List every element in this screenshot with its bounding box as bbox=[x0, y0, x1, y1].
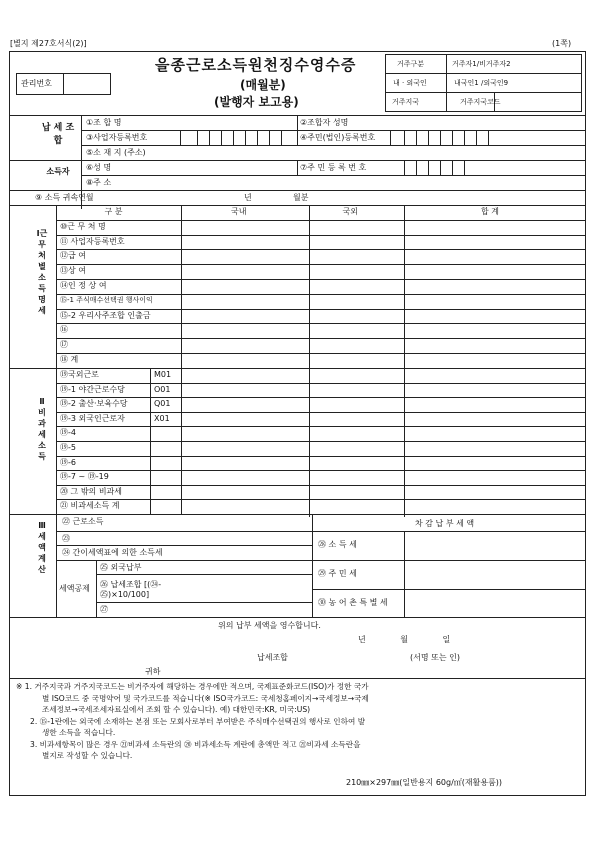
section1-col-header: 국외 bbox=[342, 207, 358, 216]
section2-row-label: ⑲-3 외국인근로자 bbox=[60, 413, 125, 423]
section1-col-header: 합 계 bbox=[481, 207, 499, 216]
note-line: 조세정보→국세조세자료실에서 조회 할 수 있습니다). 예) 대한민국:KR, 미국:US) bbox=[42, 705, 311, 714]
income-period-label: ⑨ 소득 귀속연월 bbox=[35, 193, 94, 202]
section2-row-label: ⑲-2 출산·보육수당 bbox=[60, 399, 128, 409]
management-number-label: 관리번호 bbox=[21, 79, 52, 88]
section1-row-label: ⑩근 무 처 명 bbox=[60, 221, 106, 231]
credit-row-2: ㉖ 납세조합 [(㉔-㉕)×10/100] bbox=[100, 580, 162, 599]
note-line: ※ 1. 거주지국과 거주지국코드는 비거주자에 해당하는 경우에만 적으며, 국제표준화코드(ISO)가 정한 국가 bbox=[16, 682, 369, 691]
resident-tax-label: ㉙ 주 민 세 bbox=[318, 569, 357, 578]
sec3-row-2: ㉓ bbox=[62, 534, 70, 543]
nationality-value[interactable]: 내국인1 /외국인9 bbox=[454, 79, 509, 87]
section2-row-label: ⑳ 그 밖의 비과세 bbox=[60, 486, 122, 496]
form-title: 을종근로소득원천징수영수증 bbox=[155, 56, 357, 74]
business-number-input[interactable] bbox=[185, 130, 295, 145]
form-subtitle-issuer: (발행자 보고용) bbox=[214, 95, 299, 109]
form-number: [별지 제27호서식(2)] bbox=[10, 39, 87, 48]
income-period-year: 년 bbox=[244, 193, 252, 202]
note-line: 3. 비과세항목이 많은 경우 ㉑비과세 소득란의 ⑳ 비과세소득 계란에 총액만 적고 ㉑비과세 소득란을 bbox=[30, 739, 361, 749]
country-label: 거주지국 bbox=[392, 98, 420, 106]
sec3-row-1: ㉒ 근로소득 bbox=[62, 517, 104, 526]
section2-row-label: ⑲-6 bbox=[60, 457, 76, 467]
rural-tax-label: ㉚ 농 어 촌 특 별 세 bbox=[318, 598, 388, 607]
earner-id-input[interactable] bbox=[392, 160, 582, 175]
note-line: 별지로 작성할 수 있습니다. bbox=[42, 751, 133, 760]
receipt-date: 년 월 일 bbox=[358, 635, 451, 644]
payer-address-label: ⑤소 재 지 (주소) bbox=[86, 148, 146, 157]
country-code-label: 거주지국코드 bbox=[460, 98, 501, 106]
section2-row-code: M01 bbox=[154, 370, 172, 379]
income-tax-label: ㉘ 소 득 세 bbox=[318, 540, 357, 549]
receipt-signature[interactable]: (서명 또는 인) bbox=[410, 653, 460, 662]
section1-row-label: ⑫급 여 bbox=[60, 251, 86, 261]
section1-row-label: ⑰ bbox=[60, 340, 68, 350]
section2-row-label: ⑲-7 ~ ⑲-19 bbox=[60, 472, 109, 482]
section1-row-label: ⑱ 계 bbox=[60, 355, 79, 364]
net-tax-header: 차 감 납 부 세 액 bbox=[415, 519, 475, 528]
earner-id-label: ⑦주 민 등 록 번 호 bbox=[300, 163, 367, 172]
note-line: 별 ISO코드 중 국명약어 및 국가코드를 적습니다(※ ISO국가코드: 국세청홈페이지→국세정보→국제 bbox=[42, 693, 369, 703]
section1-col-header: 구 분 bbox=[104, 207, 123, 216]
receipt-addressee: 귀하 bbox=[145, 667, 161, 676]
section2-row-label: ⑲-1 야간근로수당 bbox=[60, 384, 125, 394]
section1-row-label: ⑭인 정 상 여 bbox=[60, 281, 107, 290]
tax-credit-label: 세액공제 bbox=[59, 584, 90, 593]
business-number-label: ③사업자등록번호 bbox=[86, 133, 148, 142]
note-line: 생한 소득을 적습니다. bbox=[42, 728, 116, 737]
notes bbox=[16, 681, 582, 762]
section1-row-label: ⑮-1 주식매수선택권 행사이익 bbox=[60, 295, 153, 304]
section2-row-label: ⑲국외근로 bbox=[60, 370, 99, 379]
earner-side-label: 소득자 bbox=[46, 167, 70, 176]
section2-row-label: ⑲-4 bbox=[60, 428, 76, 438]
sec3-row-3: ㉔ 간이세액표에 의한 소득세 bbox=[62, 548, 163, 557]
section1-row-label: ⑪ 사업자등록번호 bbox=[60, 236, 125, 246]
section3-side-label: Ⅲ세액계산 bbox=[38, 521, 46, 574]
section2-side-label: Ⅱ비과세소득 bbox=[38, 397, 46, 461]
residency-value[interactable]: 거주자1/비거주자2 bbox=[452, 60, 511, 68]
section1-row-label: ⑬상 여 bbox=[60, 266, 86, 276]
section1-side-label: Ⅰ근무처별소득명세 bbox=[36, 229, 48, 315]
section1-col-header: 국내 bbox=[231, 207, 247, 216]
page-number: (1쪽) bbox=[552, 39, 572, 48]
section2-row-code: X01 bbox=[154, 413, 170, 423]
residency-label: 거주구분 bbox=[397, 60, 425, 68]
section2-row-code: Q01 bbox=[154, 399, 171, 409]
section2-row-label: ⑲-5 bbox=[60, 443, 76, 452]
note-line: 2. ⑮-1란에는 외국에 소재하는 본점 또는 모회사로부터 부여받은 주식매수선택권의 행사로 인하여 발 bbox=[30, 716, 366, 726]
registration-number-input[interactable] bbox=[392, 130, 582, 145]
section2-row-code: O01 bbox=[154, 384, 171, 394]
receipt-union: 납세조합 bbox=[257, 653, 288, 662]
credit-row-3: ㉗ bbox=[100, 605, 108, 614]
earner-name-label: ⑥성 명 bbox=[86, 163, 112, 172]
receipt-statement: 위의 납부 세액을 영수합니다. bbox=[218, 621, 321, 630]
section1-row-label: ⑮-2 우리사주조합 인출금 bbox=[60, 310, 151, 320]
section2-row-label: ㉑ 비과세소득 계 bbox=[60, 501, 120, 511]
representative-name-label: ②조합자 성명 bbox=[300, 118, 349, 127]
payer-side-label: 납 세 조 합 bbox=[41, 123, 75, 146]
income-period-month: 월분 bbox=[293, 193, 309, 202]
form-subtitle-monthly: (매월분) bbox=[240, 78, 286, 92]
nationality-label: 내 · 외국인 bbox=[393, 79, 427, 87]
credit-row-1: ㉕ 외국납부 bbox=[100, 563, 142, 572]
registration-number-label: ④주민(법인)등록번호 bbox=[300, 133, 376, 142]
union-name-label: ①조 합 명 bbox=[86, 118, 122, 127]
footer-paper-spec: 210㎜×297㎜(일반용지 60g/㎡(재활용품)) bbox=[346, 778, 503, 787]
earner-address-label: ⑧주 소 bbox=[86, 178, 112, 187]
section1-row-label: ⑯ bbox=[60, 325, 68, 335]
